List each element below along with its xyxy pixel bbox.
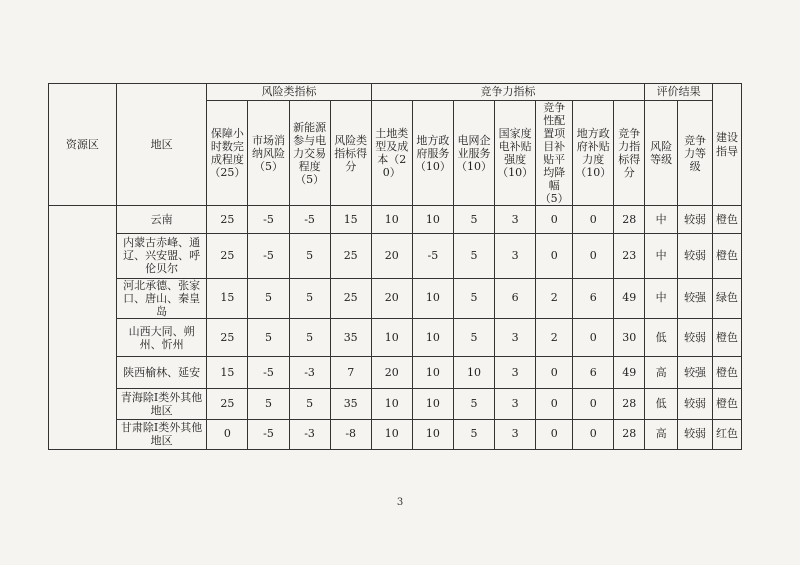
table-cell: 较弱 [678, 318, 713, 356]
table-row [49, 206, 742, 234]
table-cell: 3 [495, 206, 536, 234]
table-cell: 28 [614, 389, 645, 419]
table-cell: 25 [330, 234, 371, 278]
table-cell: 3 [495, 234, 536, 278]
table-cell: 15 [330, 206, 371, 234]
header-guidance: 建设指导 [713, 84, 742, 206]
header-risk-col: 保障小时数完成程度（25） [207, 101, 248, 206]
table-cell: 5 [453, 419, 494, 449]
header-competition-group: 竞争力指标 [371, 84, 644, 101]
table-cell: 0 [536, 389, 573, 419]
table-cell: 3 [495, 389, 536, 419]
evaluation-table [48, 83, 742, 450]
resource-area-cell [49, 206, 117, 450]
table-cell: 0 [536, 419, 573, 449]
region-cell: 山西大同、朔州、忻州 [116, 318, 206, 356]
table-cell: 10 [371, 318, 412, 356]
table-cell: 49 [614, 278, 645, 318]
table-cell: 10 [412, 318, 453, 356]
region-cell: 陕西榆林、延安 [116, 357, 206, 389]
table-cell: 2 [536, 318, 573, 356]
table-cell: 5 [289, 234, 330, 278]
table-cell: 0 [573, 419, 614, 449]
header-competition-col: 电网企业服务（10） [453, 101, 494, 206]
table-cell: 28 [614, 419, 645, 449]
table-row [49, 419, 742, 449]
table-cell: -5 [248, 234, 289, 278]
table-cell: -8 [330, 419, 371, 449]
table-cell: -5 [248, 419, 289, 449]
table-cell: 中 [645, 206, 678, 234]
table-cell: 25 [207, 206, 248, 234]
table-row [49, 318, 742, 356]
table-cell: 较弱 [678, 206, 713, 234]
header-competition-col: 竞争力指标得分 [614, 101, 645, 206]
header-group-row [49, 84, 742, 101]
header-risk-group: 风险类指标 [207, 84, 371, 101]
table-cell: 35 [330, 389, 371, 419]
table-cell: 3 [495, 357, 536, 389]
region-cell: 云南 [116, 206, 206, 234]
table-cell: 橙色 [713, 234, 742, 278]
table-cell: 10 [412, 206, 453, 234]
region-cell: 青海除Ⅰ类外其他地区 [116, 389, 206, 419]
table-cell: 0 [573, 234, 614, 278]
table-cell: 5 [248, 318, 289, 356]
header-competition-col: 地方政府服务（10） [412, 101, 453, 206]
table-cell: 红色 [713, 419, 742, 449]
table-cell: 30 [614, 318, 645, 356]
page-number: 3 [396, 497, 404, 508]
table-cell: 10 [371, 419, 412, 449]
table-cell: 20 [371, 278, 412, 318]
table-cell: 35 [330, 318, 371, 356]
header-competition-col: 竞争性配置项目补贴平均降幅（5） [536, 101, 573, 206]
table-cell: 5 [453, 234, 494, 278]
header-evaluation-col: 竞争力等级 [678, 101, 713, 206]
table-cell: 6 [573, 357, 614, 389]
header-evaluation-group: 评价结果 [645, 84, 713, 101]
table-cell: 20 [371, 357, 412, 389]
table-cell: 0 [536, 357, 573, 389]
table-row [49, 357, 742, 389]
table-cell: 较弱 [678, 234, 713, 278]
table-cell: 中 [645, 278, 678, 318]
header-competition-col: 地方政府补贴力度（10） [573, 101, 614, 206]
table-cell: 5 [289, 278, 330, 318]
header-risk-col: 新能源参与电力交易程度（5） [289, 101, 330, 206]
table-cell: 2 [536, 278, 573, 318]
table-cell: 橙色 [713, 318, 742, 356]
table-cell: 0 [536, 206, 573, 234]
table-row [49, 389, 742, 419]
table-cell: 10 [412, 278, 453, 318]
table-cell: 较强 [678, 278, 713, 318]
table-cell: 0 [573, 318, 614, 356]
header-risk-col: 风险类指标得分 [330, 101, 371, 206]
table-cell: -5 [248, 357, 289, 389]
table-row [49, 234, 742, 278]
table-cell: 10 [371, 389, 412, 419]
table-cell: 23 [614, 234, 645, 278]
table-cell: 25 [207, 389, 248, 419]
table-cell: 15 [207, 278, 248, 318]
table-cell: 5 [453, 389, 494, 419]
table-cell: 15 [207, 357, 248, 389]
table-cell: 5 [453, 206, 494, 234]
table-cell: 较强 [678, 357, 713, 389]
table-cell: 0 [573, 206, 614, 234]
table-cell: 橙色 [713, 389, 742, 419]
header-region: 地区 [116, 84, 206, 206]
header-evaluation-col: 风险等级 [645, 101, 678, 206]
region-cell: 河北承德、张家口、唐山、秦皇岛 [116, 278, 206, 318]
table-cell: -3 [289, 357, 330, 389]
region-cell: 内蒙古赤峰、通辽、兴安盟、呼伦贝尔 [116, 234, 206, 278]
header-competition-col: 土地类型及成本（20） [371, 101, 412, 206]
table-cell: 5 [248, 278, 289, 318]
table-body [49, 206, 742, 450]
table-cell: 49 [614, 357, 645, 389]
table-cell: 低 [645, 318, 678, 356]
table-row [49, 278, 742, 318]
table-cell: -5 [248, 206, 289, 234]
table-cell: 0 [536, 234, 573, 278]
table-cell: 较弱 [678, 389, 713, 419]
table-cell: 3 [495, 318, 536, 356]
table-cell: 高 [645, 357, 678, 389]
table-cell: 较弱 [678, 419, 713, 449]
table-cell: -3 [289, 419, 330, 449]
table-cell: 10 [453, 357, 494, 389]
header-risk-col: 市场消纳风险（5） [248, 101, 289, 206]
header-resource-area: 资源区 [49, 84, 117, 206]
table-cell: 5 [453, 278, 494, 318]
table-cell: 7 [330, 357, 371, 389]
table-cell: 3 [495, 419, 536, 449]
table-cell: 5 [289, 318, 330, 356]
table-cell: 低 [645, 389, 678, 419]
table-cell: 5 [248, 389, 289, 419]
table-cell: 0 [573, 389, 614, 419]
table-cell: 10 [412, 389, 453, 419]
table-cell: 5 [289, 389, 330, 419]
header-competition-col: 国家度电补贴强度（10） [495, 101, 536, 206]
table-cell: 28 [614, 206, 645, 234]
table-cell: 橙色 [713, 357, 742, 389]
table-cell: 绿色 [713, 278, 742, 318]
table-cell: 6 [573, 278, 614, 318]
table-cell: 25 [207, 234, 248, 278]
table-cell: 中 [645, 234, 678, 278]
table-cell: -5 [412, 234, 453, 278]
table-cell: 10 [412, 357, 453, 389]
table-cell: 10 [371, 206, 412, 234]
table-cell: 6 [495, 278, 536, 318]
table-cell: -5 [289, 206, 330, 234]
region-cell: 甘肃除Ⅰ类外其他地区 [116, 419, 206, 449]
table-cell: 高 [645, 419, 678, 449]
table-cell: 25 [207, 318, 248, 356]
table-cell: 20 [371, 234, 412, 278]
table-cell: 25 [330, 278, 371, 318]
table-cell: 橙色 [713, 206, 742, 234]
table-cell: 10 [412, 419, 453, 449]
table-cell: 0 [207, 419, 248, 449]
table-cell: 5 [453, 318, 494, 356]
